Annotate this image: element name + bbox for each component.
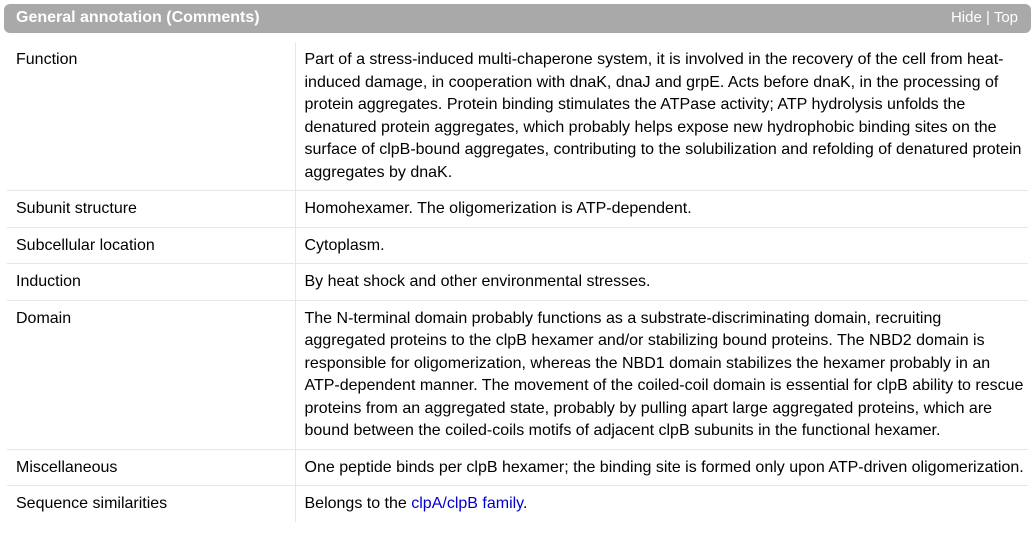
- row-label-miscellaneous: Miscellaneous: [7, 449, 295, 486]
- similarity-suffix: .: [522, 495, 528, 512]
- row-value-function: Part of a stress-induced multi-chaperone system, it is involved in the recovery of the cell from heat-induced damage, in cooperation with dnaK, dnaJ and grpE. Acts before dnaK, in the processing of protein aggregates. Protein binding stimulates the ATPase activity; ATP hydrolysis unfolds the denatured protein aggregates, which probably helps expose new hydrophobic binding sites on the surface of clpB-bound aggregates, contributing to the solubilization and refolding of denatured protein aggregates by dnaK.: [295, 42, 1028, 191]
- row-label-subunit-structure: Subunit structure: [7, 191, 295, 228]
- top-link[interactable]: Top: [993, 9, 1018, 26]
- annotation-table: [7, 42, 1028, 522]
- hide-link[interactable]: Hide: [950, 9, 982, 26]
- link-separator: |: [986, 9, 990, 26]
- table-row: [7, 191, 1028, 228]
- table-row: [7, 300, 1028, 449]
- row-label-subcellular-location: Subcellular location: [7, 227, 295, 264]
- table-row: [7, 449, 1028, 486]
- row-label-sequence-similarities: Sequence similarities: [7, 486, 295, 522]
- similarity-prefix: Belongs to the: [304, 495, 412, 512]
- row-value-subunit-structure: Homohexamer. The oligomerization is ATP-dependent.: [295, 191, 1028, 228]
- row-label-function: Function: [7, 42, 295, 191]
- row-label-induction: Induction: [7, 264, 295, 301]
- row-value-induction: By heat shock and other environmental stresses.: [295, 264, 1028, 301]
- table-row: [7, 264, 1028, 301]
- header-links: [951, 9, 1018, 26]
- section-title: General annotation (Comments): [16, 9, 260, 26]
- row-label-domain: Domain: [7, 300, 295, 449]
- row-value-subcellular-location: Cytoplasm.: [295, 227, 1028, 264]
- row-value-domain: The N-terminal domain probably functions as a substrate-discriminating domain, recruiting aggregated proteins to the clpB hexamer and/or stabilizing bound proteins. The NBD2 domain is responsible for oligomerization, whereas the NBD1 domain stabilizes the hexamer probably in an ATP-dependent manner. The movement of the coiled-coil domain is essential for clpB ability to rescue proteins from an aggregated state, probably by pulling apart large aggregated proteins, which are bound between the coiled-coils motifs of adjacent clpB subunits in the functional hexamer.: [295, 300, 1028, 449]
- table-row: [7, 42, 1028, 191]
- row-value-sequence-similarities: [295, 486, 1028, 522]
- family-link[interactable]: clpA/clpB family: [411, 495, 523, 512]
- section-header: [4, 4, 1031, 33]
- table-row: [7, 227, 1028, 264]
- table-row: [7, 486, 1028, 522]
- row-value-miscellaneous: One peptide binds per clpB hexamer; the binding site is formed only upon ATP-driven oligomerization.: [295, 449, 1028, 486]
